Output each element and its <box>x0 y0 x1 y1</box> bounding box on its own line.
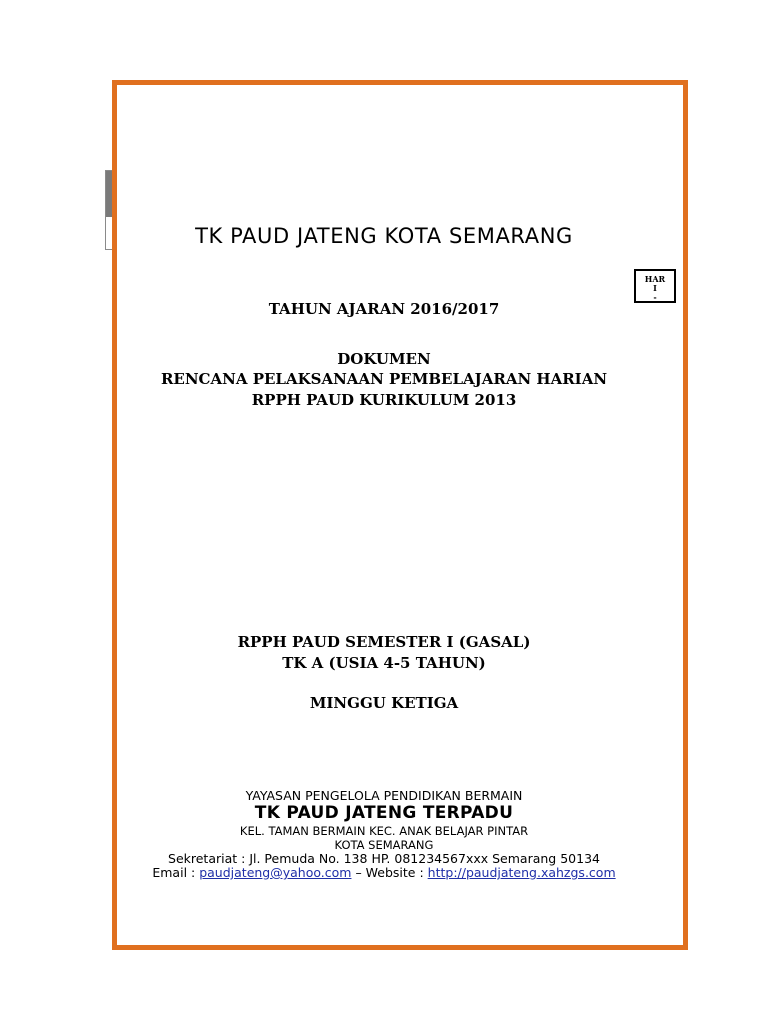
email-label: Email : <box>152 865 200 880</box>
day-box-line-3: _-_ <box>649 292 661 302</box>
email-link[interactable]: paudjateng@yahoo.com <box>199 865 352 880</box>
document-heading: DOKUMEN <box>337 350 431 368</box>
address-line: KEL. TAMAN BERMAIN KEC. ANAK BELAJAR PINTAR <box>239 824 529 838</box>
day-box-line-2: I <box>653 283 657 293</box>
contact-line <box>0 865 768 880</box>
website-label: – Website : <box>351 865 428 880</box>
day-box-line-1: HAR <box>644 274 666 284</box>
secretariat-line: Sekretariat : Jl. Pemuda No. 138 HP. 081234567xxx Semarang 50134 <box>168 851 600 866</box>
foundation-name: YAYASAN PENGELOLA PENDIDIKAN BERMAIN <box>245 788 523 803</box>
school-title: TK PAUD JATENG KOTA SEMARANG <box>195 224 573 248</box>
day-box <box>634 269 676 303</box>
city-line: KOTA SEMARANG <box>334 838 434 852</box>
document-subtitle: RPPH PAUD KURIKULUM 2013 <box>251 391 517 409</box>
academic-year: TAHUN AJARAN 2016/2017 <box>268 300 500 318</box>
week-label: MINGGU KETIGA <box>309 694 459 712</box>
website-link[interactable]: http://paudjateng.xahzgs.com <box>427 865 616 880</box>
institution-name: TK PAUD JATENG TERPADU <box>254 803 514 823</box>
document-title: RENCANA PELAKSANAAN PEMBELAJARAN HARIAN <box>160 370 608 388</box>
semester-line: RPPH PAUD SEMESTER I (GASAL) <box>237 633 531 651</box>
class-age-line: TK A (USIA 4-5 TAHUN) <box>282 654 486 672</box>
